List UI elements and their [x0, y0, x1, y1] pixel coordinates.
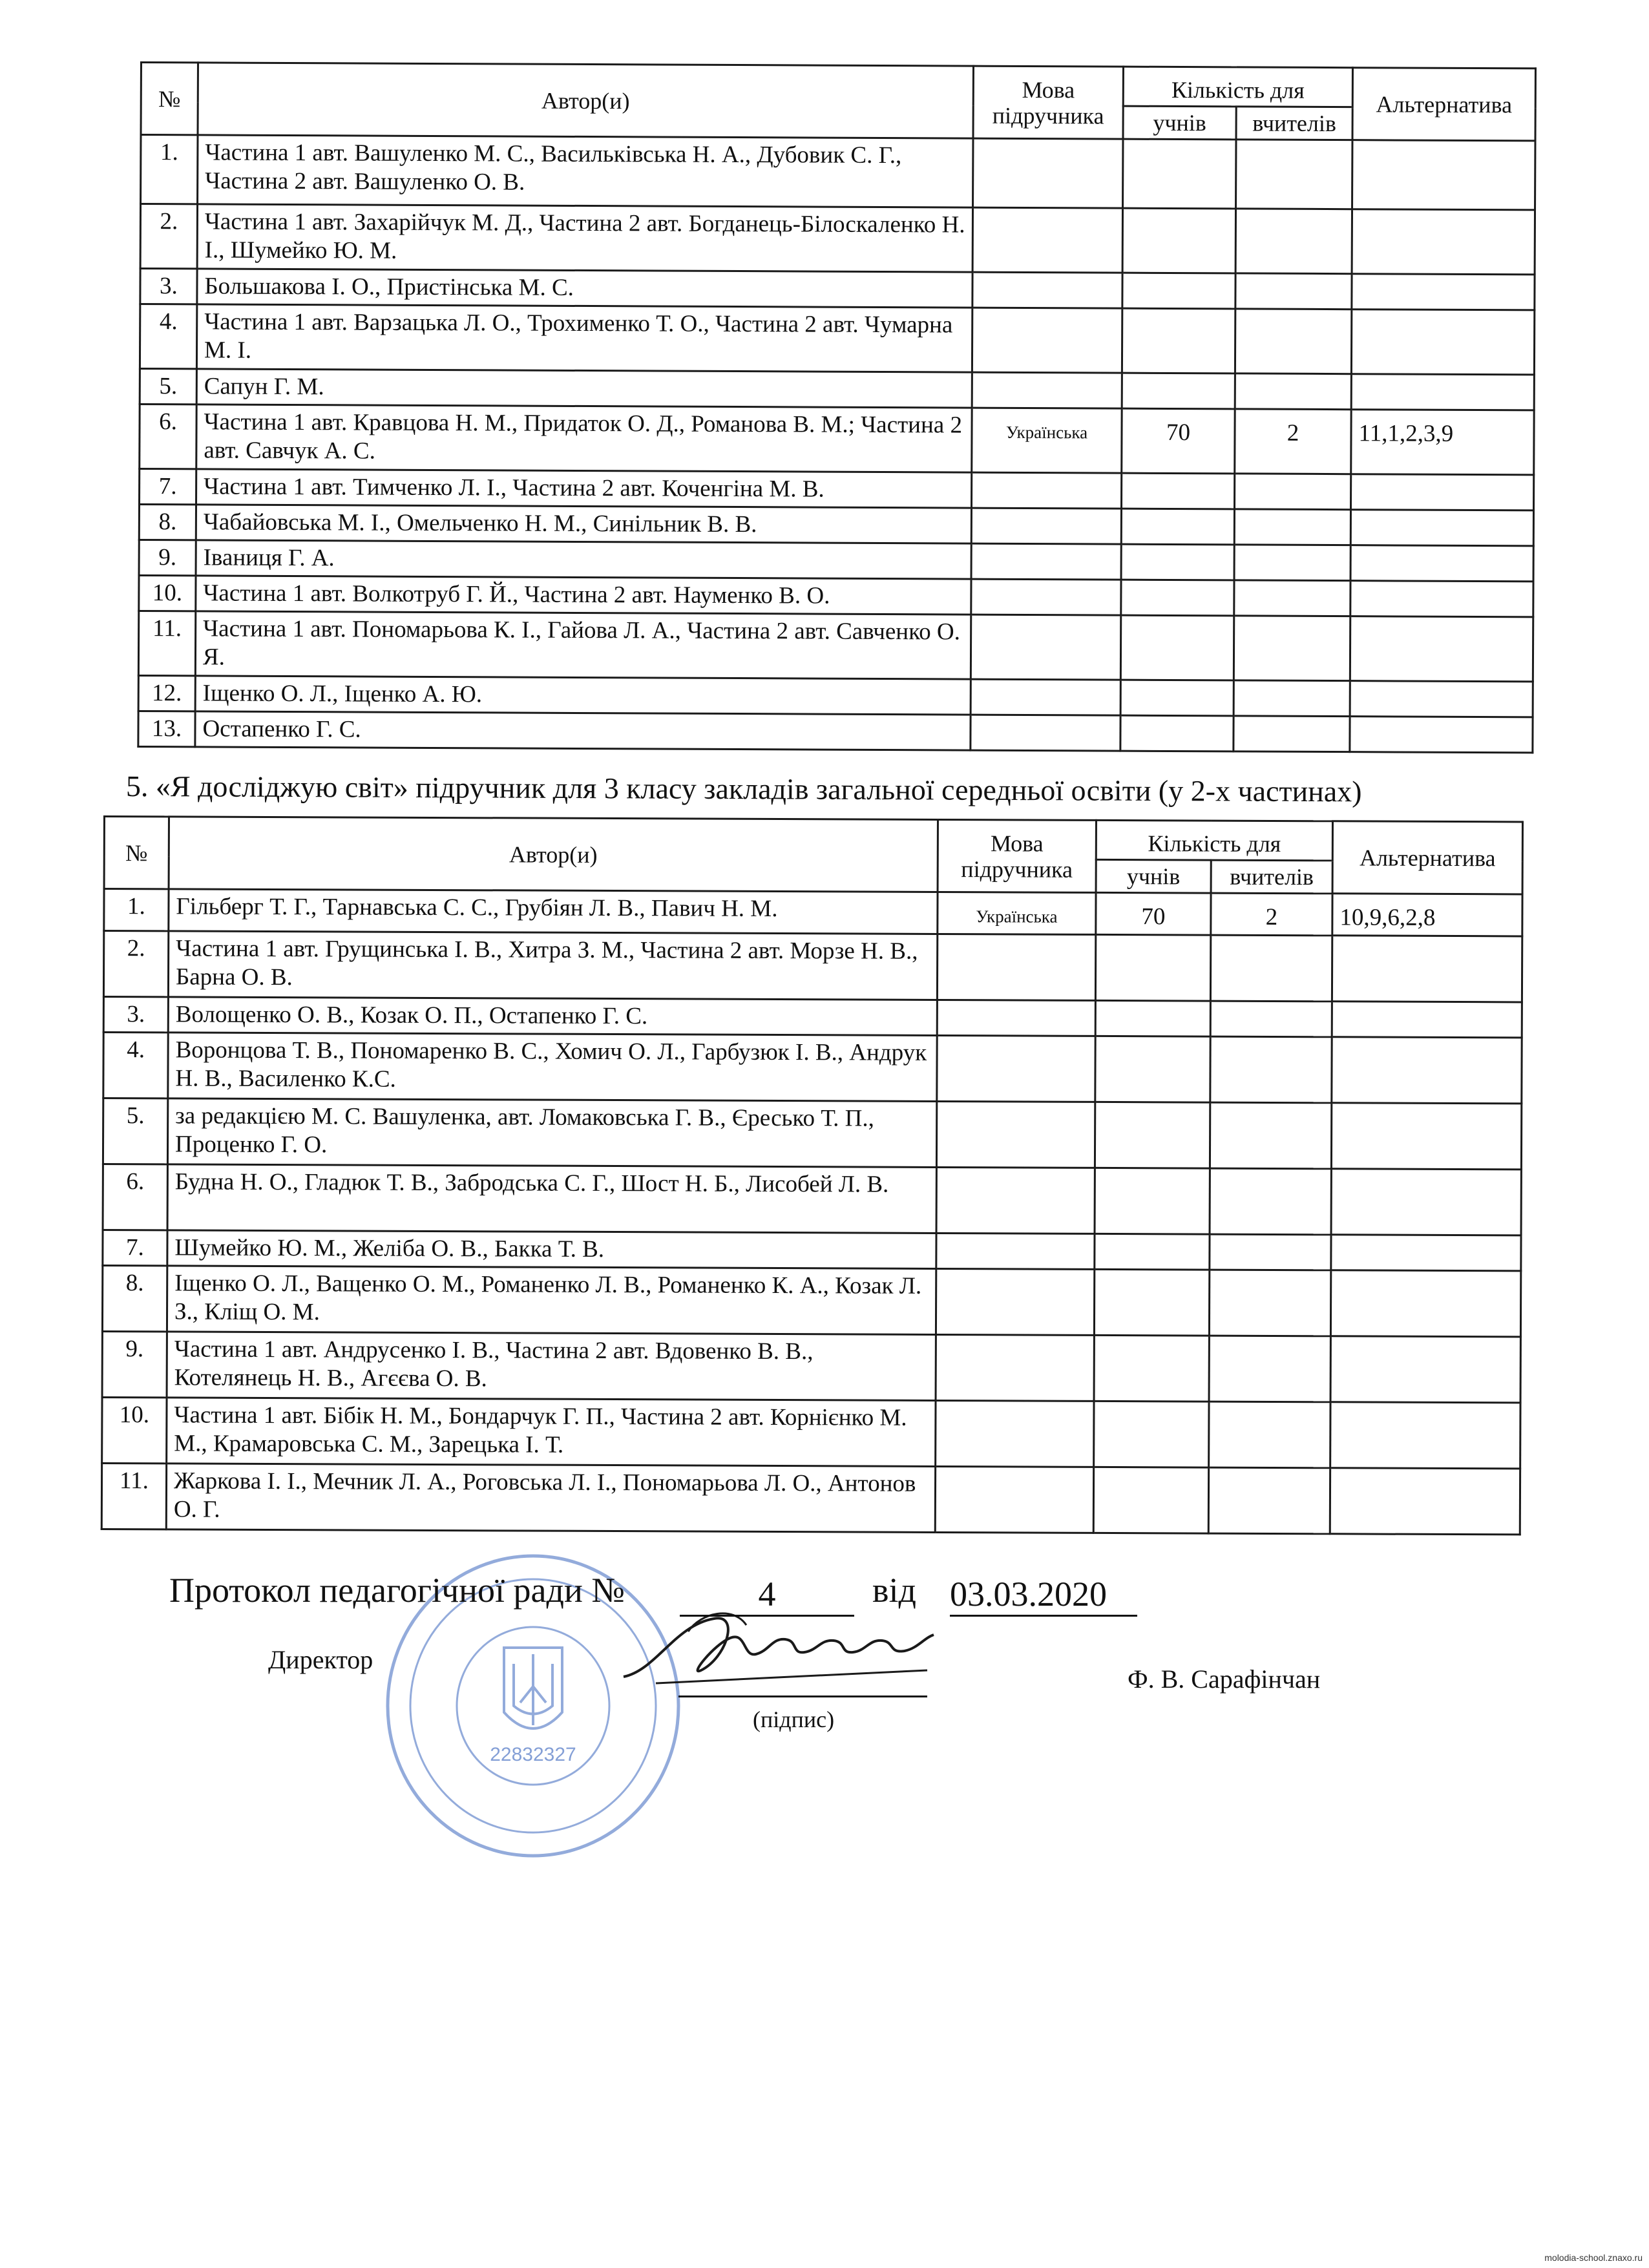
row-number: 1.: [141, 135, 198, 204]
row-alternative: [1332, 1037, 1522, 1104]
row-language: [972, 207, 1122, 273]
row-students-count: [1121, 473, 1234, 509]
row-alternative: [1350, 545, 1533, 582]
row-teachers-count: [1235, 309, 1351, 374]
protocol-label: Протокол педагогічної ради №: [169, 1571, 625, 1610]
table-row: [140, 269, 1535, 310]
row-language: [972, 308, 1122, 373]
row-number: 3.: [103, 997, 168, 1033]
row-number: 4.: [103, 1033, 168, 1098]
row-students-count: [1122, 308, 1235, 373]
row-teachers-count: [1209, 1336, 1330, 1402]
table-row: [102, 1397, 1520, 1468]
row-teachers-count: [1234, 474, 1350, 510]
table-row: [102, 1331, 1520, 1402]
table-row: [103, 931, 1522, 1002]
row-students-count: [1123, 139, 1236, 209]
row-teachers-count: [1235, 273, 1352, 310]
signature-line: [678, 1694, 927, 1697]
header-teachers: вчителів: [1211, 860, 1332, 894]
row-number: 9.: [139, 540, 196, 575]
row-students-count: [1094, 1401, 1209, 1467]
header-authors: Автор(и): [169, 817, 938, 892]
row-language: [971, 472, 1121, 509]
row-language: [936, 1334, 1094, 1401]
row-authors: Волощенко О. В., Козак О. П., Остапенко Г. С.: [168, 997, 937, 1036]
protocol-from-label: від: [872, 1571, 916, 1610]
protocol-date: 03.03.2020: [950, 1573, 1137, 1617]
row-language: [936, 1167, 1095, 1234]
table-row: [140, 304, 1534, 375]
row-authors: Частина 1 авт. Грущинська І. В., Хитра З. М., Частина 2 авт. Морзе Н. В., Барна О. В.: [168, 931, 937, 1000]
row-authors: Большакова І. О., Пристінська М. С.: [197, 269, 972, 308]
row-students-count: [1093, 1467, 1208, 1533]
table-row: [141, 135, 1535, 210]
header-teachers: вчителів: [1236, 107, 1352, 140]
row-alternative: [1331, 1169, 1521, 1235]
row-alternative: [1351, 374, 1534, 410]
row-alternative: [1350, 616, 1533, 682]
header-students: учнів: [1096, 859, 1211, 893]
row-alternative: [1350, 510, 1533, 546]
row-teachers-count: [1234, 545, 1350, 581]
row-authors: Жаркова І. І., Мечник Л. А., Роговська Л. І., Пономарьова Л. О., Антонов О. Г.: [166, 1464, 935, 1533]
row-students-count: [1095, 1000, 1210, 1036]
row-students-count: [1120, 680, 1234, 716]
row-authors: Частина 1 авт. Захарійчук М. Д., Частина 2 авт. Богданець-Білоскаленко Н. І., Шумейко Ю. М.: [197, 204, 972, 272]
header-alternative: Альтернатива: [1352, 68, 1535, 141]
protocol-number: 4: [680, 1573, 854, 1617]
row-alternative: [1330, 1336, 1520, 1403]
row-language: [935, 1466, 1093, 1533]
row-teachers-count: [1234, 680, 1350, 717]
row-alternative: [1332, 1002, 1522, 1038]
table-row: [138, 611, 1533, 681]
row-students-count: [1094, 1269, 1209, 1336]
director-name: Ф. В. Сарафінчан: [1128, 1664, 1321, 1694]
row-students-count: [1121, 580, 1234, 616]
row-alternative: [1352, 209, 1535, 275]
row-authors: Чабайовська М. І., Омельченко Н. М., Синільник В. В.: [196, 505, 971, 543]
row-language: [971, 579, 1121, 615]
table-row: [139, 505, 1533, 546]
row-number: 9.: [102, 1331, 167, 1397]
row-language: [971, 614, 1120, 680]
row-language: [971, 715, 1120, 751]
row-number: 7.: [103, 1230, 167, 1266]
row-students-count: [1122, 373, 1235, 409]
row-students-count: [1095, 1234, 1210, 1270]
table-row: [140, 404, 1534, 475]
row-alternative: 10,9,6,2,8: [1332, 894, 1522, 936]
signature-caption: (підпис): [753, 1706, 835, 1732]
row-alternative: [1331, 1103, 1521, 1170]
row-authors: Частина 1 авт. Волкотруб Г. Й., Частина 2 авт. Науменко В. О.: [196, 576, 971, 614]
row-teachers-count: [1234, 616, 1350, 681]
row-authors: за редакцією М. С. Вашуленка, авт. Ломаковська Г. В., Єресько Т. П., Проценко Г. О.: [167, 1098, 936, 1168]
row-students-count: [1094, 1335, 1209, 1402]
row-authors: Іщенко О. Л., Ващенко О. М., Романенко Л. В., Романенко К. А., Козак Л. З., Кліщ О. М.: [167, 1266, 936, 1335]
row-students-count: [1122, 273, 1235, 309]
row-alternative: [1330, 1468, 1520, 1535]
row-teachers-count: [1210, 1036, 1332, 1103]
row-students-count: [1095, 1036, 1210, 1102]
row-language: [936, 1268, 1094, 1335]
row-authors: Іщенко О. Л., Іщенко А. Ю.: [195, 676, 971, 715]
row-number: 6.: [140, 404, 196, 469]
row-teachers-count: 2: [1235, 409, 1351, 474]
table-row: [101, 1463, 1520, 1534]
row-alternative: [1330, 1402, 1520, 1469]
table-row: [103, 1033, 1522, 1104]
table-row: [140, 204, 1535, 275]
row-language: [936, 1101, 1095, 1168]
row-authors: Частина 1 авт. Варзацька Л. О., Трохименко Т. О., Частина 2 авт. Чумарна М. І.: [196, 304, 972, 372]
row-authors: Частина 1 авт. Тимченко Л. І., Частина 2 авт. Коченгіна М. В.: [196, 469, 972, 508]
row-students-count: [1120, 615, 1234, 680]
row-number: 2.: [140, 204, 197, 269]
row-number: 1.: [104, 889, 169, 931]
row-students-count: [1121, 509, 1234, 545]
row-language: [971, 679, 1120, 715]
row-alternative: [1351, 474, 1534, 510]
stamp-code: 22832327: [490, 1744, 576, 1765]
row-authors: Воронцова Т. В., Пономаренко В. С., Хомич О. Л., Гарбузюк І. В., Андрук Н. В., Василенко К.С.: [168, 1033, 937, 1102]
row-students-count: [1122, 208, 1235, 273]
row-number: 12.: [138, 675, 195, 711]
row-alternative: [1350, 681, 1533, 717]
row-teachers-count: [1208, 1467, 1330, 1534]
row-authors: Сапун Г. М.: [196, 369, 972, 408]
row-students-count: [1095, 1102, 1210, 1168]
header-quantity: Кількість для: [1123, 67, 1352, 107]
table-row: [102, 1266, 1520, 1337]
row-teachers-count: [1210, 1168, 1331, 1235]
row-number: 10.: [102, 1397, 167, 1463]
row-teachers-count: [1235, 209, 1352, 274]
row-alternative: [1351, 310, 1534, 375]
row-number: 4.: [140, 304, 196, 369]
row-students-count: [1095, 1168, 1210, 1234]
row-number: 11.: [138, 611, 195, 675]
row-language: [972, 372, 1122, 408]
row-alternative: [1352, 140, 1535, 210]
row-language: [971, 508, 1121, 544]
row-language: [936, 1400, 1094, 1467]
header-alternative: Альтернатива: [1332, 821, 1522, 894]
row-alternative: [1350, 581, 1533, 617]
row-number: 3.: [140, 269, 197, 304]
table-row: [103, 997, 1522, 1038]
row-teachers-count: [1210, 1001, 1332, 1037]
section-title: 5. «Я досліджую світ» підручник для 3 класу закладів загальної середньої освіти (у 2-х частинах): [125, 770, 1362, 808]
row-students-count: [1121, 544, 1234, 580]
row-language: [973, 138, 1123, 208]
row-students-count: 70: [1096, 892, 1211, 935]
row-teachers-count: [1210, 1234, 1331, 1270]
row-language: [937, 1000, 1095, 1036]
row-teachers-count: [1210, 1102, 1331, 1169]
row-authors: Шумейко Ю. М., Желіба О. В., Бакка Т. В.: [167, 1230, 936, 1269]
row-number: 6.: [103, 1164, 167, 1230]
table-row: [103, 1230, 1521, 1271]
row-number: 5.: [140, 369, 196, 404]
table-row: [139, 540, 1533, 581]
row-number: 13.: [138, 711, 195, 746]
row-language: Українська: [938, 892, 1096, 934]
row-students-count: [1095, 934, 1210, 1001]
header-num: №: [141, 63, 198, 135]
row-number: 7.: [140, 469, 196, 505]
row-authors: Частина 1 авт. Пономарьова К. І., Гайова Л. А., Частина 2 авт. Савченко О. Я.: [195, 611, 971, 679]
row-alternative: [1332, 936, 1522, 1002]
row-authors: Частина 1 авт. Бібік Н. М., Бондарчук Г. П., Частина 2 авт. Корнієнко М. М., Крамаровська С. М., Зарецька І. Т.: [167, 1398, 936, 1467]
row-language: [972, 272, 1122, 308]
header-num: №: [104, 817, 169, 889]
row-number: 2.: [103, 931, 168, 997]
table-row: [104, 889, 1522, 936]
row-language: [937, 934, 1095, 1000]
row-language: Українська: [972, 408, 1122, 473]
row-teachers-count: [1236, 140, 1352, 209]
row-students-count: [1120, 715, 1234, 751]
row-alternative: 11,1,2,3,9: [1351, 410, 1534, 475]
row-authors: Частина 1 авт. Кравцова Н. М., Придаток О. Д., Романова В. М.; Частина 2 авт. Савчук А. С.: [196, 404, 972, 472]
row-authors: Частина 1 авт. Вашуленко М. С., Васильківська Н. А., Дубовик С. Г., Частина 2 авт. Вашуленко О. В.: [198, 135, 973, 207]
row-teachers-count: [1209, 1270, 1330, 1336]
header-language: Мова підручника: [973, 66, 1123, 139]
row-students-count: 70: [1122, 408, 1235, 474]
row-number: 5.: [103, 1098, 167, 1164]
table-row: [140, 369, 1534, 410]
table-row: [138, 711, 1533, 752]
row-teachers-count: [1234, 580, 1350, 616]
director-label: Директор: [268, 1645, 373, 1674]
table-row: [138, 675, 1533, 717]
row-authors: Гільберг Т. Г., Тарнавська С. С., Грубіян Л. В., Павич Н. М.: [169, 889, 938, 934]
row-language: [937, 1035, 1095, 1102]
row-teachers-count: [1234, 716, 1350, 752]
table-row: [103, 1164, 1521, 1235]
table-row: [140, 469, 1534, 510]
row-language: [971, 543, 1121, 580]
textbook-table-2: [101, 815, 1524, 1535]
row-alternative: [1350, 717, 1533, 753]
row-authors: Остапенко Г. С.: [195, 711, 971, 750]
row-authors: Будна Н. О., Гладюк Т. В., Забродська С. Г., Шост Н. Б., Лисобей Л. В.: [167, 1164, 936, 1234]
row-teachers-count: [1235, 373, 1351, 410]
table-row: [139, 575, 1533, 616]
row-teachers-count: [1234, 509, 1350, 545]
row-authors: Частина 1 авт. Андрусенко І. В., Частина 2 авт. Вдовенко В. В., Котелянець Н. В., Агєєва О. В.: [167, 1332, 936, 1401]
row-alternative: [1330, 1270, 1520, 1337]
textbook-table-1: [137, 61, 1537, 753]
row-number: 10.: [139, 575, 196, 611]
header-quantity: Кількість для: [1096, 820, 1332, 860]
header-students: учнів: [1123, 106, 1236, 140]
watermark: molodia-school.znaxo.ru: [1544, 2252, 1643, 2263]
row-teachers-count: [1210, 935, 1332, 1002]
row-number: 8.: [102, 1266, 167, 1332]
row-alternative: [1352, 274, 1535, 310]
row-teachers-count: [1209, 1402, 1330, 1468]
row-language: [936, 1233, 1095, 1269]
row-alternative: [1331, 1235, 1521, 1271]
table-row: [103, 1098, 1521, 1170]
header-authors: Автор(и): [198, 63, 973, 138]
row-number: 11.: [101, 1463, 166, 1529]
header-language: Мова підручника: [938, 819, 1096, 892]
row-authors: Іваниця Г. А.: [196, 540, 971, 579]
row-number: 8.: [139, 505, 196, 540]
row-teachers-count: 2: [1211, 893, 1332, 936]
